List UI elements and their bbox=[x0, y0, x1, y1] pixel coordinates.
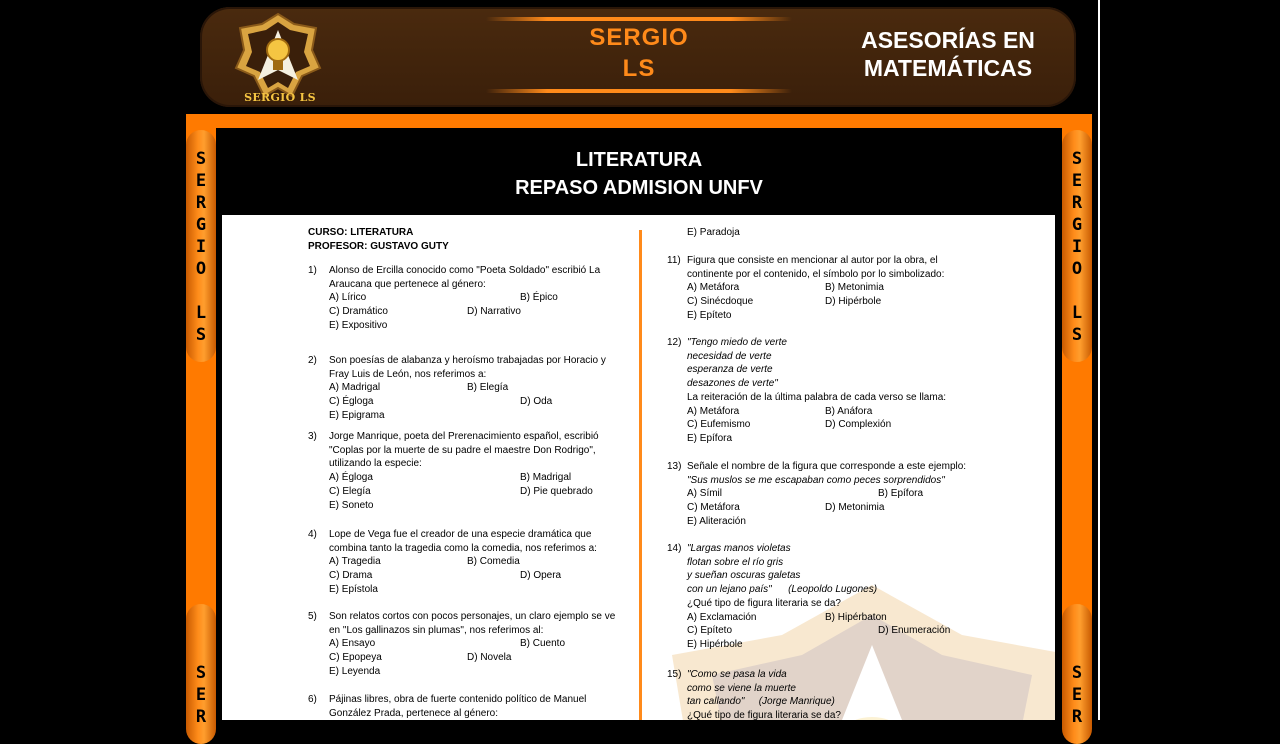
question-number: 2) bbox=[308, 355, 317, 366]
answer-option: A) Símil bbox=[687, 488, 722, 500]
verse-line: "Como se pasa la vida bbox=[687, 669, 787, 680]
answer-option: B) Epífora bbox=[878, 488, 924, 500]
frame-edge bbox=[1098, 0, 1100, 720]
verse-line: y sueñan oscuras galetas bbox=[687, 570, 801, 582]
question-text: "Coplas por la muerte de su padre el maestre Don Rodrigo", bbox=[329, 444, 596, 456]
answer-option: D) Metonimia bbox=[825, 502, 885, 514]
rail-letter: E bbox=[195, 171, 207, 191]
rail-letter: S bbox=[195, 325, 207, 345]
question-number: 3) bbox=[308, 431, 317, 442]
answer-option: B) Épico bbox=[520, 292, 558, 304]
tagline bbox=[840, 26, 1056, 82]
answer-option: C) Epopeya bbox=[329, 652, 382, 664]
answer-option: B) Hipérbaton bbox=[825, 611, 887, 623]
right-rail-bottom-letters bbox=[1062, 662, 1092, 728]
verse-line: esperanza de verte bbox=[687, 364, 773, 376]
answer-option: D) Oda bbox=[520, 396, 553, 408]
page-title bbox=[216, 146, 1062, 202]
brand-line1: SERGIO bbox=[589, 24, 689, 51]
rail-letter: E bbox=[195, 685, 207, 705]
answer-option: D) Hipérbole bbox=[825, 296, 882, 308]
answer-option: E) Leyenda bbox=[329, 665, 381, 677]
answer-option: D) Novela bbox=[467, 652, 512, 664]
answer-option: A) Metáfora bbox=[687, 405, 740, 417]
answer-option: B) Comedia bbox=[467, 556, 520, 568]
question-text: Figura que consiste en mencionar al autor por la obra, el bbox=[687, 255, 938, 266]
question-text: Fray Luis de León, nos referimos a: bbox=[329, 368, 487, 380]
question-number: 1) bbox=[308, 265, 317, 276]
verse-line: tan callando" bbox=[687, 696, 745, 708]
question-text: Señale el nombre de la figura que corresponde a este ejemplo: bbox=[687, 461, 967, 472]
answer-option: C) Eufemismo bbox=[687, 419, 751, 431]
rail-letter: R bbox=[1071, 707, 1083, 727]
rail-letter: O bbox=[195, 259, 207, 279]
question-text: ¿Qué tipo de figura literaria se da? bbox=[687, 710, 841, 722]
verse-line: con un lejano país" bbox=[687, 584, 772, 596]
tagline-line2: MATEMÁTICAS bbox=[863, 55, 1033, 81]
question-text: Pájinas libres, obra de fuerte contenido político de Manuel bbox=[329, 694, 587, 705]
answer-option: A) Ensayo bbox=[329, 638, 376, 650]
rail-letter: R bbox=[1071, 193, 1083, 213]
brand-line2: LS bbox=[622, 55, 656, 82]
question-text: Son poesías de alabanza y heroísmo trabajadas por Horacio y bbox=[329, 355, 606, 366]
verse-line: "Largas manos violetas bbox=[687, 543, 791, 554]
question-text: utilizando la especie: bbox=[329, 458, 422, 470]
answer-option: A) Tragedia bbox=[329, 556, 381, 568]
answer-option: C) Égloga bbox=[329, 396, 374, 408]
answer-option: E) Epístola bbox=[329, 583, 378, 595]
rail-letter: O bbox=[1071, 259, 1083, 279]
right-top-option: E) Paradoja bbox=[687, 227, 740, 238]
title-line1: LITERATURA bbox=[575, 149, 703, 171]
question-text: Alonso de Ercilla conocido como "Poeta Soldado" escribió La bbox=[329, 265, 601, 276]
column-divider bbox=[639, 230, 642, 720]
question-text: Jorge Manrique, poeta del Prerenacimiento español, escribió bbox=[329, 431, 599, 442]
verse-line: flotan sobre el río gris bbox=[687, 556, 784, 568]
rail-letter: S bbox=[195, 663, 207, 683]
left-column bbox=[308, 226, 616, 719]
answer-option: B) Anáfora bbox=[825, 405, 873, 417]
tagline-line1: ASESORÍAS EN bbox=[861, 27, 1035, 53]
answer-option: B) Metonimia bbox=[825, 282, 884, 294]
answer-option: C) Dramático bbox=[329, 306, 388, 318]
rail-letter: S bbox=[195, 149, 207, 169]
question-number: 11) bbox=[667, 255, 681, 266]
answer-option: A) Exclamación bbox=[687, 611, 757, 623]
rail-letter: L bbox=[1071, 303, 1083, 323]
question-number: 4) bbox=[308, 529, 317, 540]
rail-letter: S bbox=[1071, 325, 1083, 345]
question-text: en "Los gallinazos sin plumas", nos referimos al: bbox=[329, 624, 544, 636]
question-text: Son relatos cortos con pocos personajes, un claro ejemplo se ve bbox=[329, 611, 616, 622]
right-rail-letters bbox=[1062, 148, 1092, 346]
answer-option: E) Epífora bbox=[687, 432, 733, 444]
question-number: 15) bbox=[667, 669, 682, 680]
question-text: González Prada, pertenece al género: bbox=[329, 707, 498, 719]
answer-option: B) Madrigal bbox=[520, 472, 572, 484]
question-number: 14) bbox=[667, 543, 682, 554]
answer-option: A) Égloga bbox=[329, 472, 373, 484]
question-text: combina tanto la tragedia como la comedia, nos referimos a: bbox=[329, 542, 597, 554]
question-text: ¿Qué tipo de figura literaria se da? bbox=[687, 597, 841, 609]
rail-letter: L bbox=[195, 303, 207, 323]
answer-option: C) Elegía bbox=[329, 485, 371, 497]
answer-option: E) Soneto bbox=[329, 499, 374, 511]
rail-letter bbox=[186, 280, 216, 302]
example-text: "Sus muslos se me escapaban como peces sorprendidos" bbox=[687, 474, 945, 486]
rail-letter: I bbox=[1071, 237, 1083, 257]
rail-letter: I bbox=[195, 237, 207, 257]
question-number: 5) bbox=[308, 611, 317, 622]
question-text: La reiteración de la última palabra de cada verso se llama: bbox=[687, 391, 947, 403]
answer-option: C) Epíteto bbox=[687, 625, 733, 637]
left-rail-letters bbox=[186, 148, 216, 346]
verse-line: "Tengo miedo de verte bbox=[687, 337, 787, 348]
course-label: CURSO: LITERATURA bbox=[308, 227, 414, 238]
question-text: Lope de Vega fue el creador de una especie dramática que bbox=[329, 529, 592, 540]
answer-option: D) Complexión bbox=[825, 419, 892, 431]
answer-option: A) Metáfora bbox=[687, 282, 740, 294]
rail-letter: G bbox=[195, 215, 207, 235]
rail-letter bbox=[1062, 280, 1092, 302]
answer-option: A) Madrigal bbox=[329, 382, 381, 394]
answer-option: A) Lírico bbox=[329, 292, 367, 304]
verse-line: necesidad de verte bbox=[687, 350, 772, 362]
answer-option: E) Hipérbole bbox=[687, 638, 743, 650]
answer-option: E) Epíteto bbox=[687, 309, 732, 321]
answer-option: E) Expositivo bbox=[329, 319, 388, 331]
left-rail-bottom-letters bbox=[186, 662, 216, 728]
question-text: Araucana que pertenece al género: bbox=[329, 278, 486, 290]
rail-letter: S bbox=[1071, 149, 1083, 169]
teacher-label: PROFESOR: GUSTAVO GUTY bbox=[308, 240, 449, 252]
answer-option: B) Elegía bbox=[467, 382, 509, 394]
rail-letter: E bbox=[1071, 685, 1083, 705]
rail-letter: R bbox=[195, 193, 207, 213]
rail-letter: E bbox=[1071, 171, 1083, 191]
logo-text: SERGIO LS bbox=[244, 91, 316, 104]
verse-line: desazones de verte" bbox=[687, 378, 778, 390]
question-text: continente por el contenido, el símbolo por lo simbolizado: bbox=[687, 268, 945, 280]
answer-option: B) Cuento bbox=[520, 638, 566, 650]
answer-option: E) Epigrama bbox=[329, 409, 385, 421]
verse-author: (Jorge Manrique) bbox=[758, 696, 835, 708]
question-number: 12) bbox=[667, 337, 682, 348]
brand-line-bottom bbox=[486, 89, 792, 93]
answer-option: D) Narrativo bbox=[467, 306, 521, 318]
answer-option: D) Enumeración bbox=[878, 625, 951, 637]
answer-option: C) Sinécdoque bbox=[687, 296, 754, 308]
question-number: 13) bbox=[667, 461, 682, 472]
answer-option: D) Pie quebrado bbox=[520, 485, 593, 497]
answer-option: C) Metáfora bbox=[687, 502, 740, 514]
verse-line: como se viene la muerte bbox=[687, 682, 796, 694]
rail-letter: G bbox=[1071, 215, 1083, 235]
verse-author: (Leopoldo Lugones) bbox=[788, 584, 878, 596]
answer-option: C) Drama bbox=[329, 570, 373, 582]
answer-option: E) Aliteración bbox=[687, 515, 746, 527]
question-number: 6) bbox=[308, 694, 317, 705]
brand-name bbox=[570, 22, 708, 84]
title-line2: REPASO ADMISION UNFV bbox=[515, 177, 763, 199]
rail-letter: R bbox=[195, 707, 207, 727]
rail-letter: S bbox=[1071, 663, 1083, 683]
answer-option: D) Opera bbox=[520, 570, 562, 582]
brand-line-top bbox=[486, 17, 792, 21]
